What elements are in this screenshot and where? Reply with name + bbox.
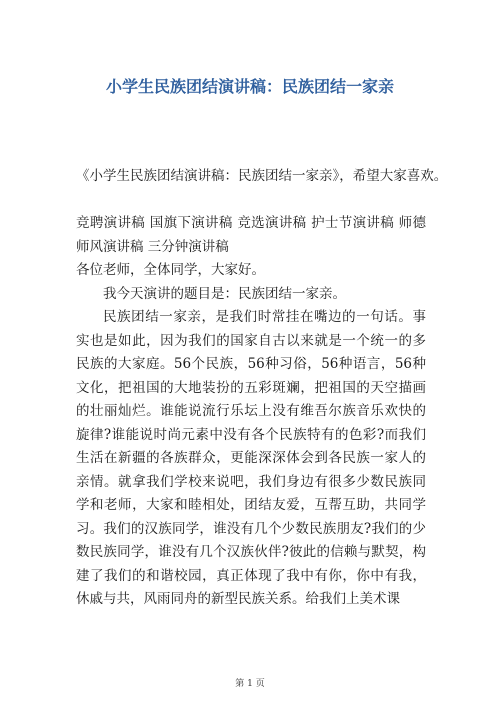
document-body (76, 212, 426, 612)
main-paragraph: 民族团结一家亲，是我们时常挂在嘴边的一句话。事实也是如此，因为我们的国家自古以来就是一个统一的多民族的大家庭。56个民族，56种习俗，56种语言，56种文化，把祖国的大地装扮的五彩斑斓，把祖国的天空描画的壮丽灿烂。谁能说流行乐坛上没有维吾尔族音乐欢快的旋律?谁能说时尚元素中没有各个民族特有的色彩?而我们生活在新疆的各族群众，更能深深体会到各民族一家人的亲情。就拿我们学校来说吧，我们身边有很多少数民族同学和老师，大家和睦相处，团结友爱，互帮互助，共同学习。我们的汉族同学，谁没有几个少数民族朋友?我们的少数民族同学，谁没有几个汉族伙伴?彼此的信赖与默契，构建了我们的和谐校园，真正体现了我中有你，你中有我，休戚与共，风雨同舟的新型民族关系。给我们上美术课 (76, 309, 426, 607)
greeting-paragraph: 各位老师，全体同学，大家好。 (76, 262, 265, 278)
related-links[interactable]: 竞聘演讲稿 国旗下演讲稿 竞选演讲稿 护士节演讲稿 师德师风演讲稿 三分钟演讲稿 (76, 215, 426, 255)
topic-paragraph: 我今天演讲的题目是：民族团结一家亲。 (103, 285, 346, 302)
page-number: 第 1 页 (235, 679, 265, 689)
document-title: 小学生民族团结演讲稿：民族团结一家亲 (105, 77, 394, 96)
intro-line: 《小学生民族团结演讲稿：民族团结一家亲》，希望大家喜欢。 (76, 168, 448, 184)
